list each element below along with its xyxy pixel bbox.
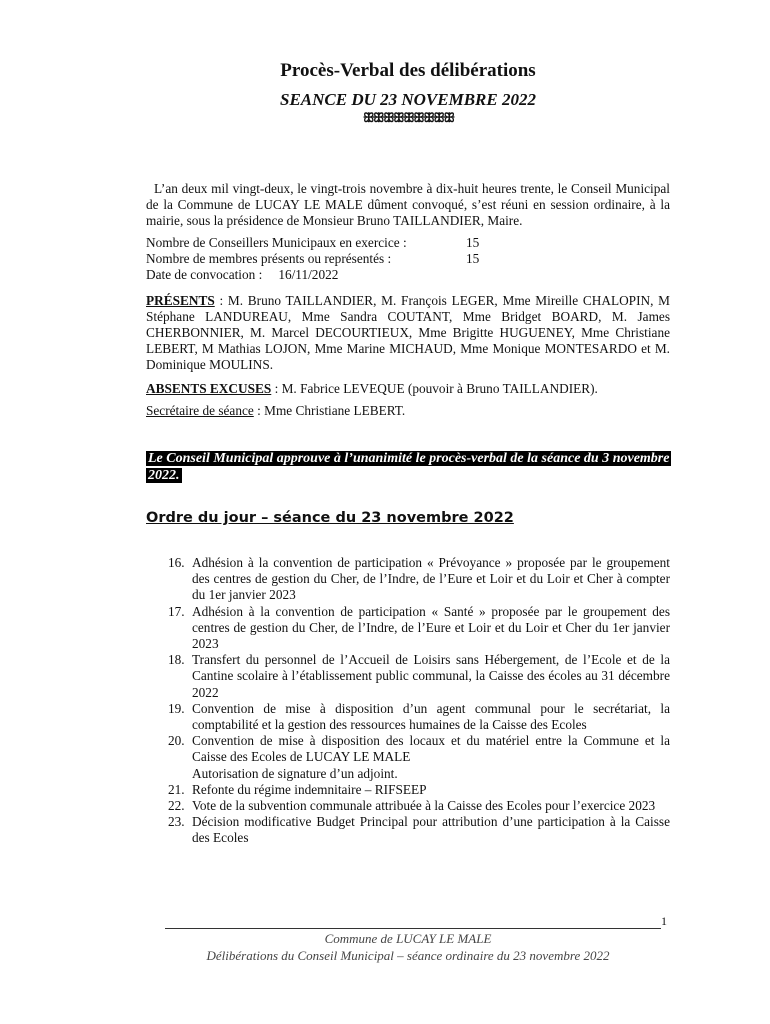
agenda-item-text: Adhésion à la convention de participation « Prévoyance » proposée par le groupement des centres de gestion du Cher, de l’Indre, de l’Eure et Loir et du Loir et Cher à compter du 1er janvier 2023 bbox=[192, 555, 670, 603]
agenda-item-text: Transfert du personnel de l’Accueil de Loisirs sans Hébergement, de l’Ecole et de la Cantine scolaire à l’établissement public communal, la Caisse des écoles au 31 décembre 2022 bbox=[192, 652, 670, 700]
ornament-divider: ꕥꕥꕥꕥꕥꕥꕥꕥꕥ bbox=[362, 110, 454, 125]
agenda-item-number: 18. bbox=[168, 652, 185, 668]
agenda-item bbox=[168, 555, 670, 604]
approval-text: Le Conseil Municipal approuve à l’unanimité le procès-verbal de la séance du 3 novembre 2022. bbox=[148, 451, 670, 483]
agenda-item-number: 21. bbox=[168, 781, 185, 797]
stat-row-exercice bbox=[146, 235, 670, 251]
intro-paragraph: L’an deux mil vingt-deux, le vingt-trois novembre à dix-huit heures trente, le Conseil Municipal de la Commune de LUCAY LE MALE dûment convoqué, s’est réuni en session ordinaire, à la mairie, sous la présidence de Monsieur Bruno TAILLANDIER, Maire. bbox=[146, 181, 670, 228]
agenda-item-text-block bbox=[192, 604, 670, 653]
agenda-item-text: Refonte du régime indemnitaire – RIFSEEP bbox=[192, 781, 427, 797]
agenda-item-number: 23. bbox=[168, 814, 185, 830]
secretaire-text: : Mme Christiane LEBERT. bbox=[253, 403, 406, 418]
secretaire-label: Secrétaire de séance bbox=[146, 403, 254, 418]
agenda-item-text-block bbox=[192, 814, 670, 846]
agenda-item bbox=[168, 652, 670, 701]
agenda-item bbox=[168, 604, 670, 653]
stat-label: Date de convocation : bbox=[146, 267, 263, 282]
footer-description: Délibérations du Conseil Municipal – séance ordinaire du 23 novembre 2022 bbox=[206, 948, 610, 963]
footer-commune: Commune de LUCAY LE MALE bbox=[324, 931, 492, 946]
agenda-item-number: 20. bbox=[168, 733, 185, 749]
agenda-item-number: 22. bbox=[168, 798, 185, 814]
agenda-title: Ordre du jour – séance du 23 novembre 2022 bbox=[146, 510, 514, 526]
stat-value: 15 bbox=[466, 235, 480, 250]
approval-banner bbox=[146, 450, 670, 484]
agenda-item-number: 19. bbox=[168, 700, 185, 716]
agenda-item bbox=[168, 733, 670, 782]
presents-paragraph bbox=[146, 293, 670, 373]
agenda-item-text: Décision modificative Budget Principal pour attribution d’une participation à la Caisse des Ecoles bbox=[192, 814, 670, 846]
stat-label: Nombre de Conseillers Municipaux en exercice : bbox=[146, 235, 407, 250]
attendance-stats bbox=[146, 235, 670, 283]
agenda-item bbox=[168, 814, 670, 846]
agenda-item-text-block bbox=[192, 798, 670, 814]
agenda-item-text-block bbox=[192, 733, 670, 782]
page-title: Procès-Verbal des délibérations bbox=[280, 60, 536, 81]
agenda-item-text: Convention de mise à disposition des locaux et du matériel entre la Commune et la Caisse des Ecoles de LUCAY LE MALE bbox=[192, 733, 670, 765]
agenda-item-text: Adhésion à la convention de participation « Santé » proposée par le groupement des centres de gestion du Cher, de l’Indre, de l’Eure et Loir et du Loir et Cher du 1er janvier 2023 bbox=[192, 603, 670, 652]
stat-value: 15 bbox=[466, 251, 480, 266]
secretaire-paragraph bbox=[146, 403, 670, 419]
stat-row-presents bbox=[146, 251, 670, 267]
stat-row-convocation bbox=[146, 267, 670, 283]
agenda-item-text-block bbox=[192, 652, 670, 701]
agenda-item bbox=[168, 701, 670, 733]
footer-divider bbox=[165, 928, 661, 929]
presents-text: : M. Bruno TAILLANDIER, M. François LEGER, Mme Mireille CHALOPIN, M Stéphane LANDUREAU, Mme Sandra COUTANT, Mme Bridget BOARD, M. James CHERBONNIER, M. Marcel DECOURTIEUX, Mme Brigitte HUGUENEY, Mme Christiane LEBERT, M Mathias LOJON, Mme Marine MICHAUD, Mme Monique MONTESARDO et M. Dominique MOULINS. bbox=[146, 293, 670, 372]
agenda-item-text-block bbox=[192, 701, 670, 733]
agenda-item bbox=[168, 798, 670, 814]
agenda-item-text: Vote de la subvention communale attribuée à la Caisse des Ecoles pour l’exercice 2023 bbox=[192, 798, 656, 814]
page-number: 1 bbox=[661, 914, 667, 928]
absents-text: : M. Fabrice LEVEQUE (pouvoir à Bruno TAILLANDIER). bbox=[271, 381, 598, 396]
agenda-item-number: 17. bbox=[168, 603, 185, 619]
agenda-item-extra: Autorisation de signature d’un adjoint. bbox=[192, 765, 398, 781]
absents-label: ABSENTS EXCUSES bbox=[146, 381, 272, 396]
session-subtitle: SEANCE DU 23 NOVEMBRE 2022 bbox=[279, 90, 536, 109]
stat-value: 16/11/2022 bbox=[278, 267, 339, 282]
agenda-item-text-block bbox=[192, 555, 670, 604]
absents-paragraph bbox=[146, 381, 670, 397]
presents-label: PRÉSENTS bbox=[146, 293, 215, 308]
agenda-item bbox=[168, 782, 670, 798]
agenda-list bbox=[168, 555, 670, 847]
agenda-item-text: Convention de mise à disposition d’un agent communal pour le secrétariat, la comptabilité et la gestion des ressources humaines de la Caisse des Ecoles bbox=[192, 700, 670, 733]
agenda-item-number: 16. bbox=[168, 555, 185, 570]
agenda-item-text-block bbox=[192, 782, 670, 798]
stat-label: Nombre de membres présents ou représentés : bbox=[146, 251, 392, 266]
